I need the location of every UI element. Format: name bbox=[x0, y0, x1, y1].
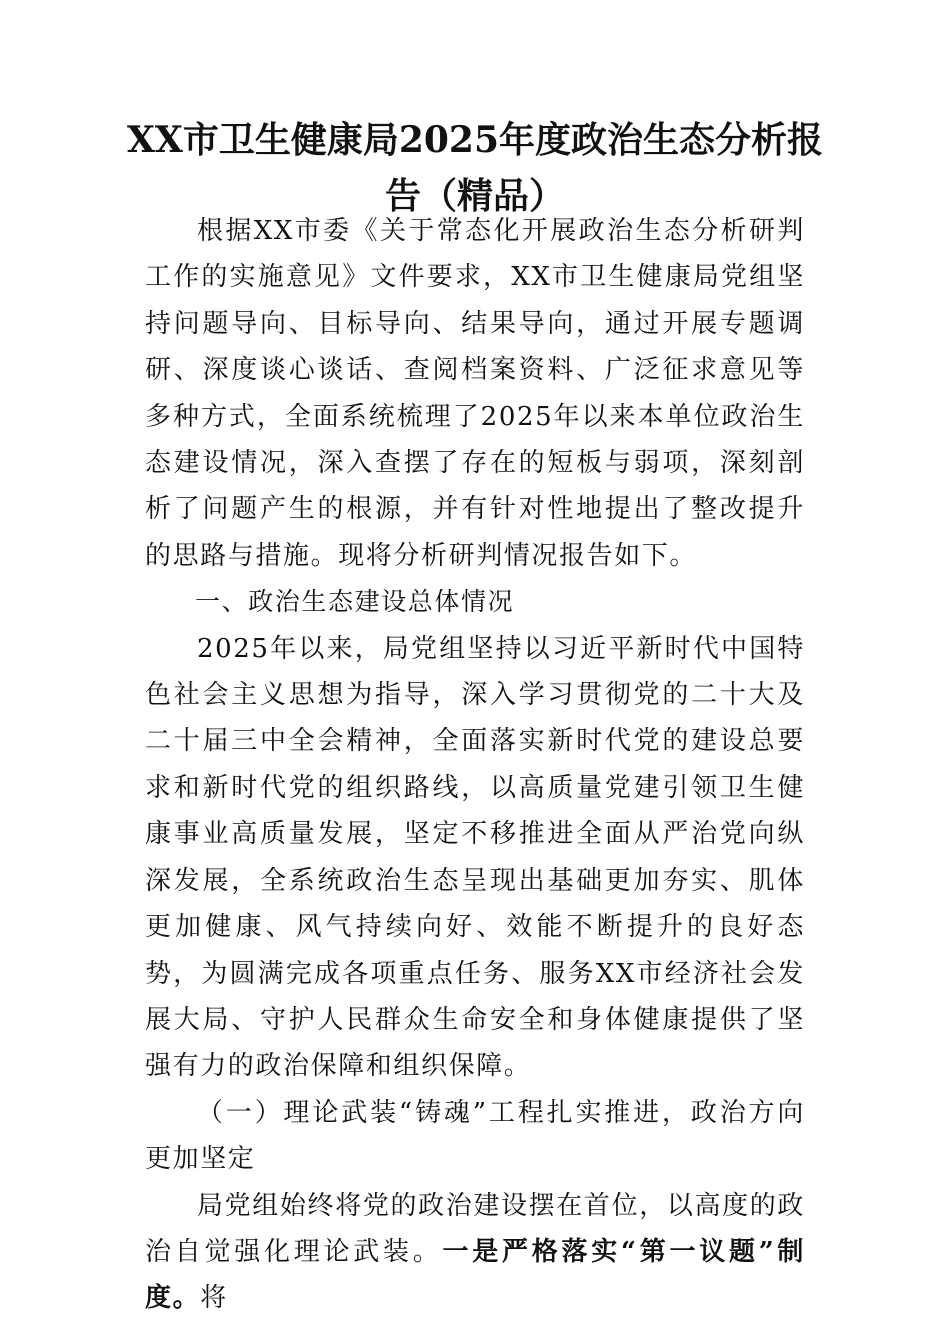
section-heading-1: 一、政治生态建设总体情况 bbox=[195, 587, 515, 617]
document-body bbox=[145, 208, 805, 1322]
theory-lead-text: 局党组始终将党的政治建设摆在首位，以高度的政治自觉强化理论武装。 bbox=[145, 1190, 805, 1267]
theory-paragraph bbox=[145, 1183, 805, 1322]
subsection-heading-1: （一）理论武装“铸魂”工程扎实推进，政治方向更加坚定 bbox=[145, 1097, 805, 1175]
document-title: XX市卫生健康局2025年度政治生态分析报告（精品） bbox=[126, 119, 824, 217]
theory-tail-text: 将 bbox=[200, 1283, 228, 1314]
overview-paragraph: 2025年以来，局党组坚持以习近平新时代中国特色社会主义思想为指导，深入学习贯彻党的二十大及二十届三中全会精神，全面落实新时代党的建设总要求和新时代党的组织路线，以高质量党建引领卫生健康事业高质量发展，坚定不移推进全面从严治党向纵深发展，全系统政治生态呈现出基础更加夯实、肌体更加健康、风气持续向好、效能不断提升的良好态势，为圆满完成各项重点任务、服务XX市经济社会发展大局、守护人民群众生命安全和身体健康提供了坚强有力的政治保障和组织保障。 bbox=[145, 633, 805, 1082]
intro-paragraph: 根据XX市委《关于常态化开展政治生态分析研判工作的实施意见》文件要求，XX市卫生健康局党组坚持问题导向、目标导向、结果导向，通过开展专题调研、深度谈心谈话、查阅档案资料、广泛征求意见等多种方式，全面系统梳理了2025年以来本单位政治生态建设情况，深入查摆了存在的短板与弱项，深刻剖析了问题产生的根源，并有针对性地提出了整改提升的思路与措施。现将分析研判情况报告如下。 bbox=[145, 216, 805, 571]
theory-bold-text: 一是严格落实“第一议题”制度。 bbox=[145, 1236, 805, 1314]
